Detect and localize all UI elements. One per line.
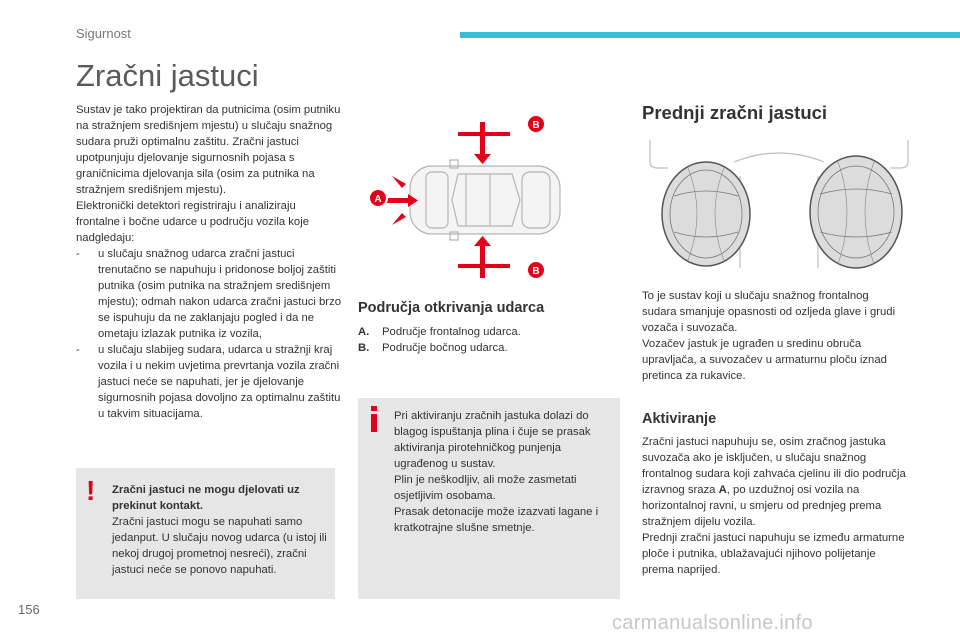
zone-a-reference: A	[718, 484, 727, 496]
activation-paragraph-2: Prednji zračni jastuci napuhuju se između armaturne ploče i putnika, ublažavajući njihovo polijetanje prema naprijed.	[642, 532, 905, 576]
activation-paragraph-1: Zračni jastuci napuhuju se, osim zračnog jastuka suvozača ako je isključen, u slučaju snažnog frontalnog sudara koji zahvaća cjelinu ili dio područja izravnog sraza A, po uzdužnoj osi vozila na horizontalnoj ravni, u smjeru od prednjeg prema stražnjem dijelu vozila.	[642, 436, 906, 528]
car-top-view-icon	[410, 160, 560, 240]
intro-text	[76, 102, 342, 422]
detection-item-key: B.	[358, 342, 370, 354]
impact-zones-diagram	[362, 110, 610, 290]
detection-item-text: Područje frontalnog udarca.	[382, 326, 521, 338]
detection-item-key: A.	[358, 326, 370, 338]
detection-item-text: Područje bočnog udarca.	[382, 342, 508, 354]
page-number: 156	[18, 602, 40, 617]
side-impact-arrows-top-icon	[458, 122, 510, 164]
info-icon	[368, 406, 380, 432]
front-airbags-illustration	[644, 136, 914, 276]
label-b: B	[532, 266, 540, 277]
label-badge-b-top	[527, 115, 545, 133]
side-impact-arrows-bottom-icon	[458, 236, 510, 278]
label-badge-b-bottom	[527, 261, 545, 279]
front-airbags-title: Prednji zračni jastuci	[642, 102, 828, 123]
activation-text	[642, 434, 906, 578]
warning-body-text: Zračni jastuci mogu se napuhati samo jedanput. U slučaju novog udarca (u istoj ili nekoj drugoj prometnoj nesreći), zračni jastuci neće se ponovo napuhati.	[112, 516, 327, 576]
info-line: Plin je neškodljiv, ali može zasmetati osjetljivim osobama.	[394, 474, 577, 502]
intro-list-item: - u slučaju snažnog udarca zračni jastuci trenutačno se napuhuju i pridonose boljoj zaštiti putnika (osim putnika na stražnjem središnjem mjestu); odmah nakon udarca zračni jastuci brzo se ispuhuju da ne zaklanjaju pogled i da ne ometaju izlazak putnika iz vozila,	[76, 248, 341, 340]
intro-list-item: - u slučaju slabijeg sudara, udarca u stražnji kraj vozila i u nekim uvjetima prevrtanja vozila zračni jastuci neće se napuhati, jer je djelovanje sigurnosnih pojasa dovoljno za optimalnu zaštitu u takvim situacijama.	[76, 344, 341, 420]
passenger-airbag-icon	[810, 156, 902, 268]
label-b: B	[532, 120, 540, 131]
warning-text	[112, 482, 330, 578]
info-text	[394, 408, 616, 536]
watermark: carmanualsonline.info	[612, 612, 813, 634]
detection-list	[358, 324, 608, 356]
label-badge-a	[369, 189, 387, 207]
detection-item	[358, 324, 608, 340]
intro-paragraph-2: Elektronički detektori registriraju i analiziraju frontalne i bočne udarce u području vozila koje nadgledaju:	[76, 200, 309, 244]
front-airbags-text	[642, 288, 906, 384]
section-tag: Sigurnost	[76, 26, 131, 41]
info-line: Prasak detonacije može izazvati lagane i kratkotrajne slušne smetnje.	[394, 506, 599, 534]
driver-airbag-icon	[662, 162, 750, 266]
detection-item	[358, 340, 608, 356]
intro-list-item-text: u slučaju slabijeg sudara, udarca u stražnji kraj vozila i u nekim uvjetima prevrtanja vozila zračni jastuci neće se napuhati, jer je djelovanje sigurnosnih pojasa dovoljno za optimalnu zaštitu u takvim situacijama.	[98, 344, 341, 420]
label-a: A	[374, 194, 382, 205]
front-paragraph-2: Vozačev jastuk je ugrađen u sredinu obruča upravljača, a suvozačev u armaturnu ploču iznad pretinca za rukavice.	[642, 338, 887, 382]
intro-paragraph-1: Sustav je tako projektiran da putnicima (osim putniku na stražnjem središnjem mjestu) u slučaju snažnog sudara pruži optimalnu zaštitu. Zračni jastuci upotpunjuju djelovanje sigurnosnih pojasa s graničnicima djelovanja sila (osim za putnika na stražnjem središnjem mjestu).	[76, 104, 341, 196]
warning-icon: !	[86, 475, 96, 506]
header-accent-bar	[460, 32, 960, 38]
page-title: Zračni jastuci	[76, 58, 259, 93]
activation-title: Aktiviranje	[642, 411, 717, 427]
detection-title: Područja otkrivanja udarca	[358, 300, 545, 316]
warning-bold-text: Zračni jastuci ne mogu djelovati uz prekinut kontakt.	[112, 484, 300, 512]
info-line: Pri aktiviranju zračnih jastuka dolazi do blagog ispuštanja plina i čuje se prasak aktiviranja pirotehničkog punjenja ugrađenog u sustav.	[394, 410, 591, 470]
front-paragraph-1: To je sustav koji u slučaju snažnog frontalnog sudara smanjuje opasnosti od ozljeda glave i grudi vozača i suvozača.	[642, 290, 896, 334]
intro-list-item-text: u slučaju snažnog udarca zračni jastuci trenutačno se napuhuju i pridonose boljoj zaštiti putnika (osim putnika na stražnjem središnjem mjestu); odmah nakon udarca zračni jastuci brzo se ispuhuju da ne zaklanjaju pogled i da ne ometaju izlazak putnika iz vozila,	[98, 248, 341, 340]
